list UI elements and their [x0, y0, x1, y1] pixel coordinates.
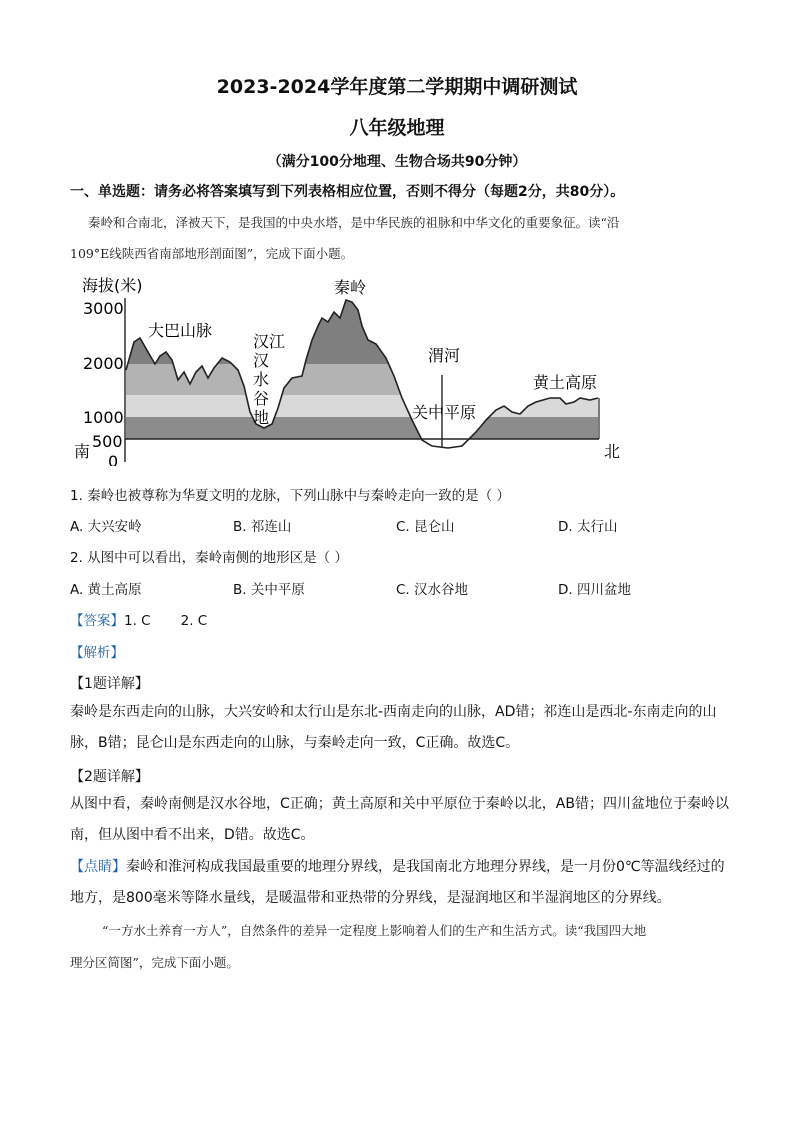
label-daba-mountains: 大巴山脉	[148, 321, 213, 340]
label-hanshui-1: 汉	[253, 351, 270, 370]
exam-title: 2023-2024学年度第二学期期中调研测试	[216, 76, 578, 98]
question-1-option-a: A. 大兴安岭	[70, 519, 142, 535]
intro-line-2: 109°E线陕西省南部地形剖面图”，完成下面小题。	[70, 246, 354, 261]
next-intro-line-1: “一方水土养育一方人”，自然条件的差异一定程度上影响着人们的生产和生活方式。读“我国四大地	[102, 923, 647, 938]
detail-1-text: 秦岭是东西走向的山脉，大兴安岭和太行山是东北-西南走向的山脉，AD错；祁连山是西北-东南走向的山脉，B错；昆仑山是东西走向的山脉，与秦岭走向一致，C正确。故选C。	[70, 704, 717, 751]
question-2-option-b: B. 关中平原	[233, 582, 305, 598]
label-qinling: 秦岭	[334, 278, 367, 297]
exam-subject: 八年级地理	[349, 117, 445, 139]
answer-text: 1. C 2. C	[124, 613, 208, 629]
north-label: 北	[604, 442, 621, 461]
question-2-stem: 2. 从图中可以看出，秦岭南侧的地形区是（ ）	[70, 550, 348, 566]
intro-line-1: 秦岭和合南北，泽被天下，是我国的中央水塔，是中华民族的祖脉和中华文化的重要象征。读“沿	[88, 215, 620, 230]
band-500-1000	[120, 395, 610, 417]
question-2-option-a: A. 黄土高原	[70, 582, 142, 598]
y-tick-0: 0	[108, 452, 119, 466]
tip-paragraph	[70, 852, 730, 914]
band-0-500	[120, 417, 610, 439]
label-hanshui-4: 地	[253, 408, 270, 427]
terrain-profile-figure	[70, 268, 630, 466]
label-hanjiang: 汉江	[253, 332, 286, 351]
question-2-option-c: C. 汉水谷地	[396, 582, 469, 598]
question-1-option-d: D. 太行山	[558, 519, 618, 535]
question-1-option-b: B. 祁连山	[233, 519, 292, 535]
y-tick-2000: 2000	[83, 354, 124, 373]
label-hanshui-2: 水	[253, 370, 270, 389]
y-axis-title: 海拔(米)	[82, 276, 143, 295]
y-tick-3000: 3000	[83, 299, 124, 318]
answer-line	[70, 609, 207, 629]
label-hanshui-3: 谷	[253, 389, 270, 408]
detail-2-text: 从图中看，秦岭南侧是汉水谷地，C正确；黄土高原和关中平原位于秦岭以北，AB错；四川盆地位于秦岭以南，但从图中看不出来，D错。故选C。	[70, 796, 729, 843]
tip-text: 秦岭和淮河构成我国最重要的地理分界线，是我国南北方地理分界线，是一月份0℃等温线经过的地方，是800毫米等降水量线，是暖温带和亚热带的分界线，是湿润地区和半湿润地区的分界线。	[70, 859, 725, 906]
next-intro-line-2: 理分区简图”，完成下面小题。	[70, 955, 239, 970]
label-guanzhong-plain: 关中平原	[412, 403, 477, 422]
tip-tag: 【点睛】	[70, 859, 126, 875]
south-label: 南	[74, 442, 91, 461]
y-tick-1000: 1000	[83, 408, 124, 427]
detail-1-heading: 【1题详解】	[70, 676, 149, 692]
question-1-option-c: C. 昆仑山	[396, 519, 455, 535]
answer-tag: 【答案】	[70, 613, 124, 629]
label-weihe: 渭河	[428, 346, 461, 365]
y-tick-500: 500	[92, 432, 123, 451]
exam-note: （满分100分地理、生物合场共90分钟）	[267, 154, 527, 170]
detail-2-heading: 【2题详解】	[70, 769, 149, 785]
section-heading: 一、单选题：请务必将答案填写到下列表格相应位置，否则不得分（每题2分，共80分）。	[70, 184, 625, 200]
label-loess-plateau: 黄土高原	[533, 373, 598, 392]
question-2-option-d: D. 四川盆地	[558, 582, 631, 598]
analysis-tag: 【解析】	[70, 645, 124, 661]
question-1-stem: 1. 秦岭也被尊称为华夏文明的龙脉，下列山脉中与秦岭走向一致的是（ ）	[70, 488, 510, 504]
